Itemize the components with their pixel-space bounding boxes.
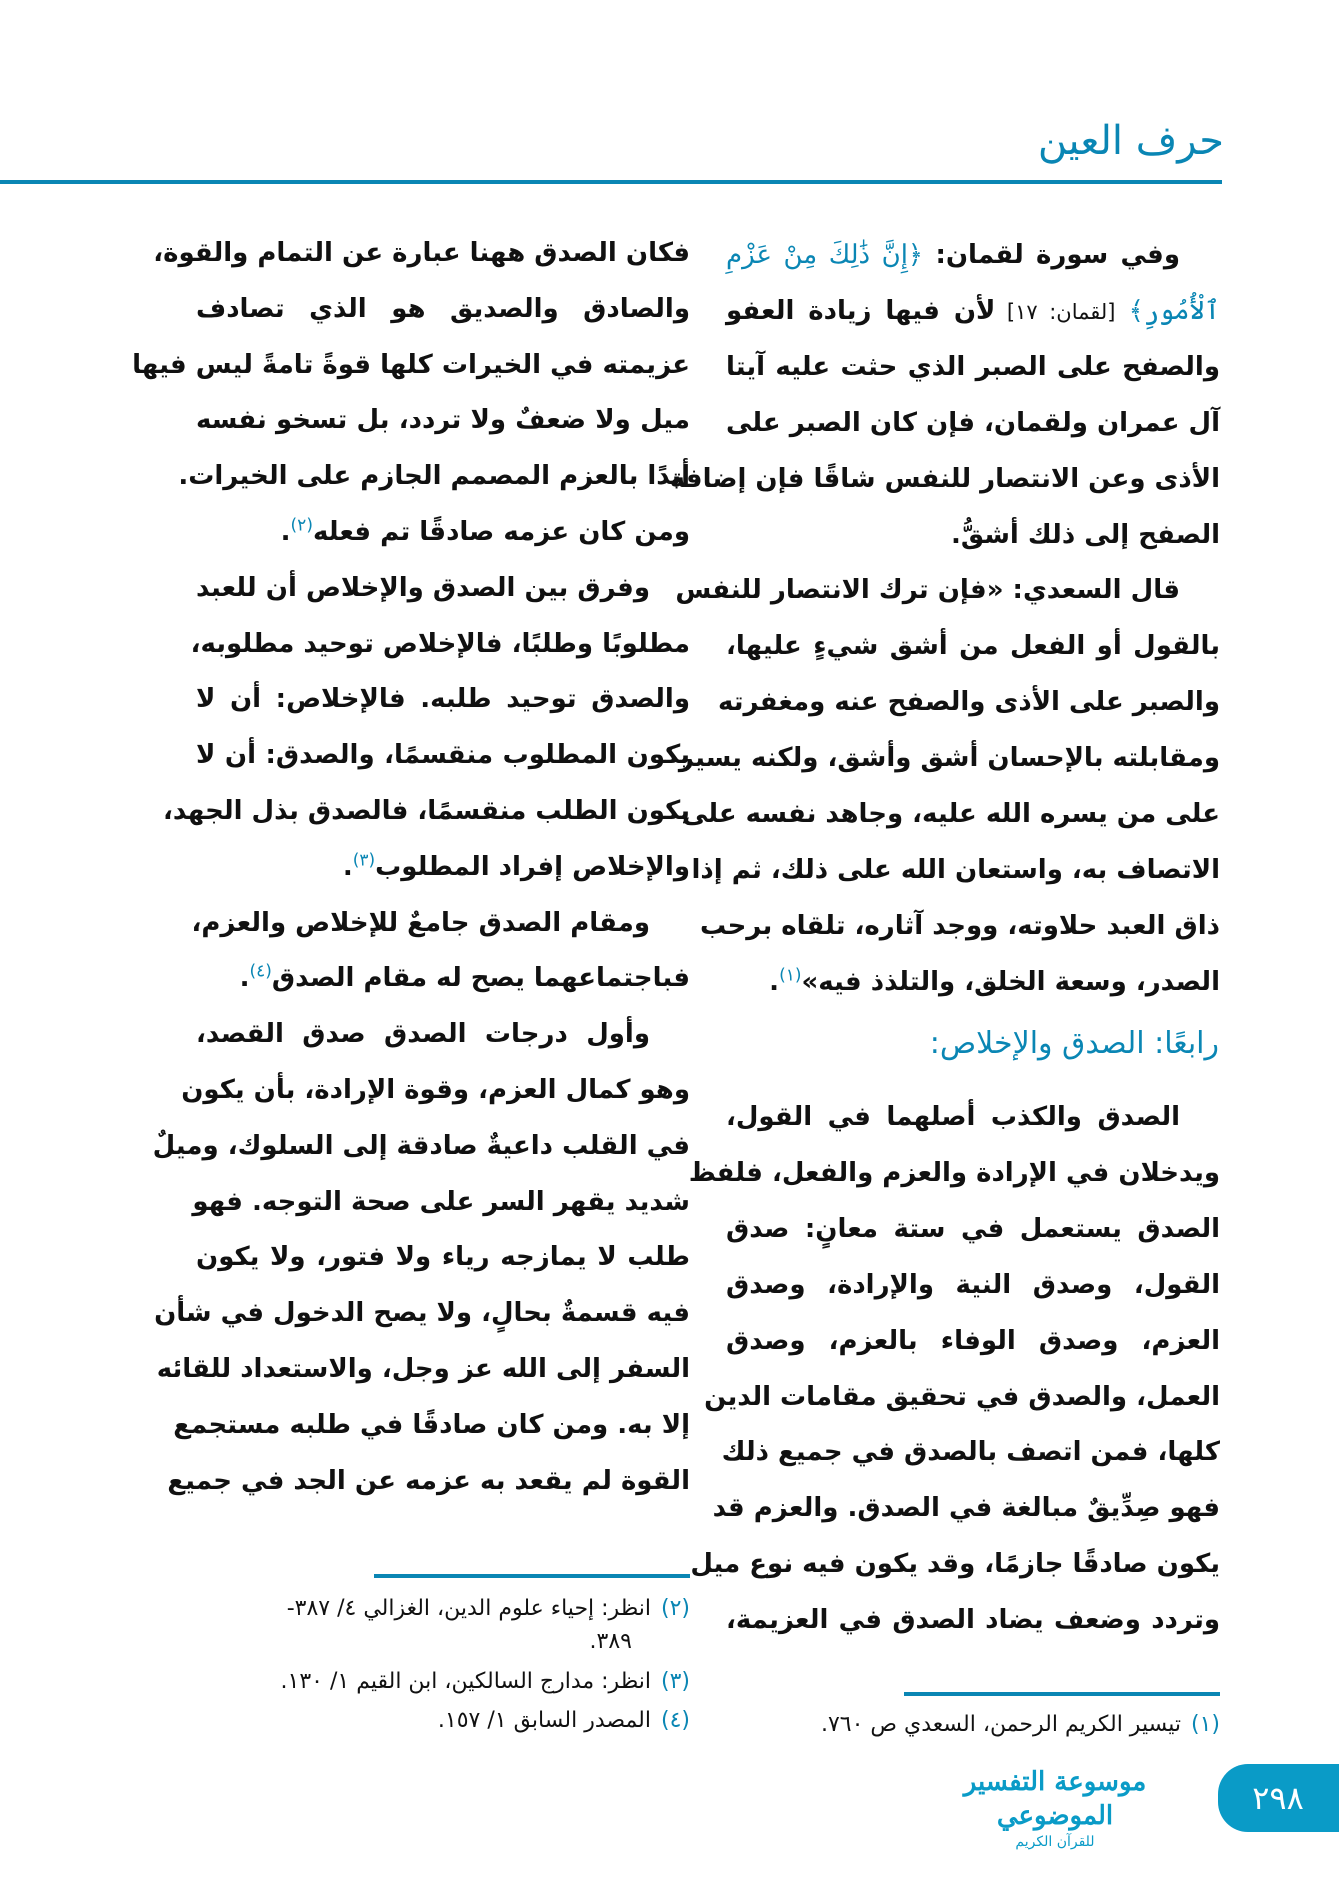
line-text: وتردد وضعف يضاد الصدق في العزيمة،	[726, 1605, 1220, 1636]
text-line	[153, 225, 690, 281]
footnote-marker: (١)	[779, 965, 802, 986]
footnote-number: (٤)	[660, 1708, 690, 1733]
line-text: فهو صِدِّيقٌ مبالغة في الصدق. والعزم قد	[712, 1493, 1220, 1524]
text-line	[196, 950, 690, 1006]
encyclopedia-logo	[930, 1765, 1180, 1851]
text-line	[690, 1536, 1220, 1592]
footnote-number: (١)	[1190, 1712, 1220, 1737]
line-text: .	[280, 517, 291, 547]
text-line	[726, 954, 1220, 1010]
line-text: الصدق والكذب أصلهما في القول،	[726, 1102, 1180, 1132]
line-text: .	[342, 851, 353, 882]
text-line	[726, 618, 1220, 674]
text-line	[717, 674, 1220, 730]
line-text: عزيمته في الخيرات كلها قوةً تامةً ليس فيها	[132, 349, 690, 380]
text-line	[167, 1453, 690, 1509]
line-text: أبدًا بالعزم المصمم الجازم على الخيرات.	[178, 461, 690, 492]
line-text: الاتصاف به، واستعان الله على ذلك، ثم إذا	[691, 854, 1220, 885]
quran-verse: ٱلْأُمُورِ﴾	[1115, 295, 1220, 326]
footnote-marker: (٢)	[290, 515, 313, 536]
chapter-title: حرف العين	[1037, 118, 1224, 164]
text-line	[726, 1089, 1220, 1145]
text-line	[154, 1285, 690, 1341]
text-line	[726, 227, 1220, 283]
text-line	[726, 339, 1220, 395]
footnote-text: المصدر السابق ١/ ١٥٧.	[437, 1708, 651, 1733]
text-line	[726, 283, 1220, 339]
text-line	[196, 1229, 690, 1285]
footnote	[821, 1706, 1220, 1744]
line-text: والصفح على الصبر الذي حثت عليه آيتا	[726, 351, 1220, 382]
line-text: ومقام الصدق جامعٌ للإخلاص والعزم،	[191, 907, 650, 938]
text-line	[132, 337, 690, 393]
line-text: فباجتماعهما يصح له مقام الصدق	[271, 963, 690, 994]
line-text: .	[239, 963, 250, 994]
line-text: ومن كان عزمه صادقًا تم فعله	[312, 517, 690, 547]
footnote-text: تيسير الكريم الرحمن، السعدي ص ٧٦٠.	[820, 1712, 1181, 1737]
text-line	[196, 560, 690, 616]
line-text: .	[769, 966, 780, 997]
line-text: العزم، وصدق الوفاء بالعزم، وصدق	[726, 1325, 1220, 1356]
logo-subtitle: للقرآن الكريم	[1015, 1834, 1095, 1850]
text-line	[196, 727, 690, 783]
text-line	[726, 395, 1220, 451]
line-text: فيه قسمةٌ بحالٍ، ولا يصح الدخول في شأن	[154, 1298, 690, 1329]
verse-reference: [لقمان: ١٧]	[995, 299, 1116, 324]
page-number-badge: ٢٩٨	[1218, 1764, 1339, 1832]
line-text: القوة لم يقعد به عزمه عن الجد في جميع	[167, 1465, 690, 1496]
text-line	[678, 730, 1220, 786]
footnote-number: (٢)	[660, 1596, 690, 1621]
quran-verse: ﴿إِنَّ ذَٰلِكَ مِنْ عَزْمِ	[726, 240, 924, 270]
line-text: قال السعدي: «فإن ترك الانتصار للنفس	[675, 575, 1180, 606]
line-text: يكون صادقًا جازمًا، وقد يكون فيه نوع ميل	[690, 1549, 1220, 1580]
line-text: الأذى وعن الانتصار للنفس شاقًا فإن إضافة	[669, 463, 1220, 494]
footnote-rule	[904, 1692, 1220, 1696]
header-rule	[0, 180, 1222, 184]
line-text: والصبر على الأذى والصفح عنه ومغفرته	[717, 687, 1220, 718]
line-text: يكون المطلوب منقسمًا، والصدق: أن لا	[196, 740, 690, 771]
line-text: الصفح إلى ذلك أشقُّ.	[951, 519, 1220, 550]
text-line	[196, 392, 690, 448]
line-text: كلها، فمن اتصف بالصدق في جميع ذلك	[721, 1437, 1220, 1468]
text-line	[726, 1257, 1220, 1313]
line-text: إلا به. ومن كان صادقًا في طلبه مستجمع	[173, 1409, 690, 1440]
footnote-number: (٣)	[660, 1669, 690, 1694]
line-text: بالقول أو الفعل من أشق شيءٍ عليها،	[726, 631, 1220, 662]
text-line	[726, 1313, 1220, 1369]
footnote-rule	[374, 1574, 690, 1578]
footnote-marker: (٤)	[249, 961, 272, 982]
text-line	[156, 1341, 690, 1397]
text-line	[173, 1397, 690, 1453]
line-text: وهو كمال العزم، وقوة الإرادة، بأن يكون	[181, 1075, 690, 1105]
text-line	[196, 671, 690, 727]
text-line	[190, 616, 690, 672]
text-line	[675, 562, 1220, 618]
text-line	[192, 1174, 690, 1230]
line-text: فكان الصدق ههنا عبارة عن التمام والقوة،	[153, 238, 690, 268]
text-line	[691, 842, 1220, 898]
text-line	[191, 895, 690, 951]
text-line	[178, 448, 690, 504]
text-line	[196, 504, 690, 560]
line-text: يكون الطلب منقسمًا، فالصدق بذل الجهد،	[163, 796, 690, 826]
line-text: والصادق والصديق هو الذي تصادف	[196, 293, 690, 324]
text-line	[688, 1145, 1220, 1201]
line-text: على من يسره الله عليه، وجاهد نفسه على	[681, 799, 1220, 829]
line-text: وفرق بين الصدق والإخلاص أن للعبد	[196, 572, 650, 603]
text-line	[196, 839, 690, 895]
section-heading: رابعًا: الصدق والإخلاص:	[929, 1026, 1219, 1061]
logo-title: موسوعة التفسير الموضوعي	[963, 1767, 1147, 1831]
text-line	[726, 507, 1220, 563]
text-line	[163, 783, 690, 839]
line-text: مطلوبًا وطلبًا، فالإخلاص توحيد مطلوبه،	[190, 628, 690, 659]
text-line	[700, 898, 1220, 954]
line-text: والصدق توحيد طلبه. فالإخلاص: أن لا	[196, 684, 690, 715]
line-text: وأول درجات الصدق صدق القصد،	[196, 1019, 650, 1050]
line-text: ويدخلان في الإرادة والعزم والفعل، فلفظ	[688, 1157, 1220, 1188]
text-line	[704, 1369, 1220, 1425]
line-text: العمل، والصدق في تحقيق مقامات الدين	[704, 1381, 1220, 1412]
line-text: الصدر، وسعة الخلق، والتلذذ فيه»	[801, 966, 1220, 997]
line-text: طلب لا يمازجه رياء ولا فتور، ولا يكون	[196, 1242, 690, 1273]
footnote-marker: (٣)	[352, 850, 376, 871]
line-text: شديد يقهر السر على صحة التوجه. فهو	[192, 1186, 690, 1217]
footnote-continuation: ٣٨٩.	[589, 1629, 632, 1654]
text-line	[152, 1118, 690, 1174]
line-text: والإخلاص إفراد المطلوب	[375, 851, 690, 882]
line-text: آل عمران ولقمان، فإن كان الصبر على	[726, 407, 1220, 438]
text-line	[181, 1062, 690, 1118]
line-text: ومقابلته بالإحسان أشق وأشق، ولكنه يسير	[678, 743, 1220, 774]
line-text: ميل ولا ضعفٌ ولا تردد، بل تسخو نفسه	[196, 405, 690, 436]
line-text: السفر إلى الله عز وجل، والاستعداد للقائه	[156, 1354, 690, 1384]
line-text: وفي سورة لقمان:	[923, 240, 1180, 270]
text-line	[669, 451, 1220, 507]
line-text: الصدق يستعمل في ستة معانٍ: صدق	[726, 1213, 1220, 1244]
line-text: لأن فيها زيادة العفو	[726, 295, 996, 326]
footnote-text: انظر: إحياء علوم الدين، الغزالي ٤/ ٣٨٧-	[286, 1596, 651, 1621]
text-line	[712, 1480, 1220, 1536]
line-text: في القلب داعيةٌ صادقة إلى السلوك، وميلٌ	[152, 1130, 690, 1161]
text-line	[726, 1592, 1220, 1648]
text-line	[681, 786, 1220, 842]
text-line	[726, 1201, 1220, 1257]
line-text: ذاق العبد حلاوته، ووجد آثاره، تلقاه برحب	[700, 910, 1220, 941]
text-line	[196, 1006, 690, 1062]
footnote	[438, 1702, 690, 1740]
footnote-text: انظر: مدارج السالكين، ابن القيم ١/ ١٣٠.	[280, 1669, 651, 1694]
footnote	[281, 1663, 690, 1701]
line-text: القول، وصدق النية والإرادة، وصدق	[726, 1269, 1220, 1300]
text-line	[721, 1424, 1220, 1480]
text-line	[196, 281, 690, 337]
